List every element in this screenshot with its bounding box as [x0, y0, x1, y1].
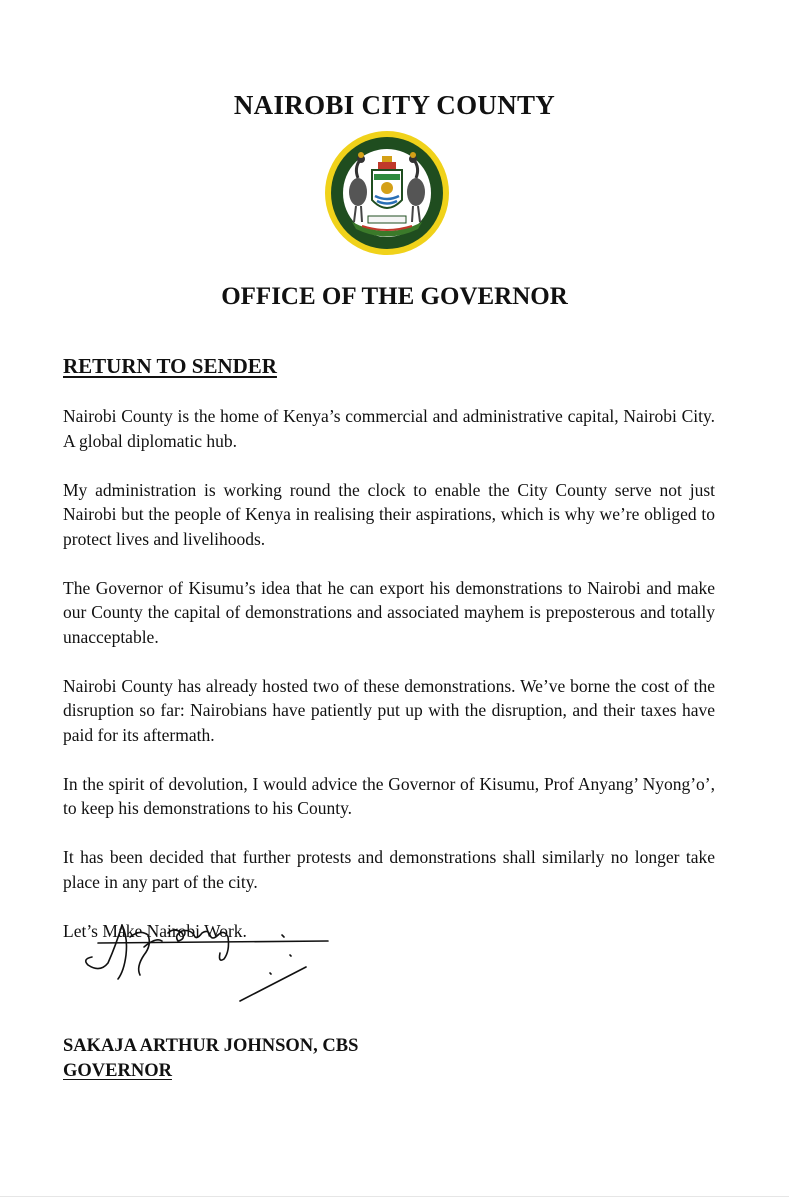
paragraph: In the spirit of devolution, I would advice the Governor of Kisumu, Prof Anyang’ Nyong’o’, to keep his demonstrations to his County. [63, 773, 715, 818]
paragraph: The Governor of Kisumu’s idea that he can export his demonstrations to Nairobi and make our County the capital of demonstrations and associated mayhem is preposterous and totally unacceptable. [63, 577, 715, 647]
paragraph: Nairobi County is the home of Kenya’s commercial and administrative capital, Nairobi City. A global diplomatic hub. [63, 406, 715, 451]
handwritten-signature-icon [78, 915, 340, 1010]
paragraph: It has been decided that further protests and demonstrations shall similarly no longer take place in any part of the city. [63, 847, 715, 892]
letter-subject: RETURN TO SENDER [63, 354, 277, 378]
paragraph: My administration is working round the clock to enable the City County serve not just Nairobi but the people of Kenya in realising their aspirations, which is why we’re obliged to protect lives and livelihoods. [63, 479, 715, 549]
signatory-name: SAKAJA ARTHUR JOHNSON, CBS [63, 1036, 359, 1056]
county-title: NAIROBI CITY COUNTY [233, 90, 556, 120]
page-edge [0, 1196, 789, 1197]
signatory-block [63, 1034, 358, 1084]
county-seal-icon [322, 130, 452, 256]
signatory-title: GOVERNOR [63, 1061, 172, 1081]
paragraph: Nairobi County has already hosted two of these demonstrations. We’ve borne the cost of the disruption so far: Nairobians have patiently put up with the disruption, and their taxes have paid for its aftermath. [63, 675, 715, 745]
office-title: OFFICE OF THE GOVERNOR [221, 283, 568, 310]
letter-body [63, 404, 715, 968]
closing-line: Let’s Make Nairobi Work. [63, 920, 247, 941]
